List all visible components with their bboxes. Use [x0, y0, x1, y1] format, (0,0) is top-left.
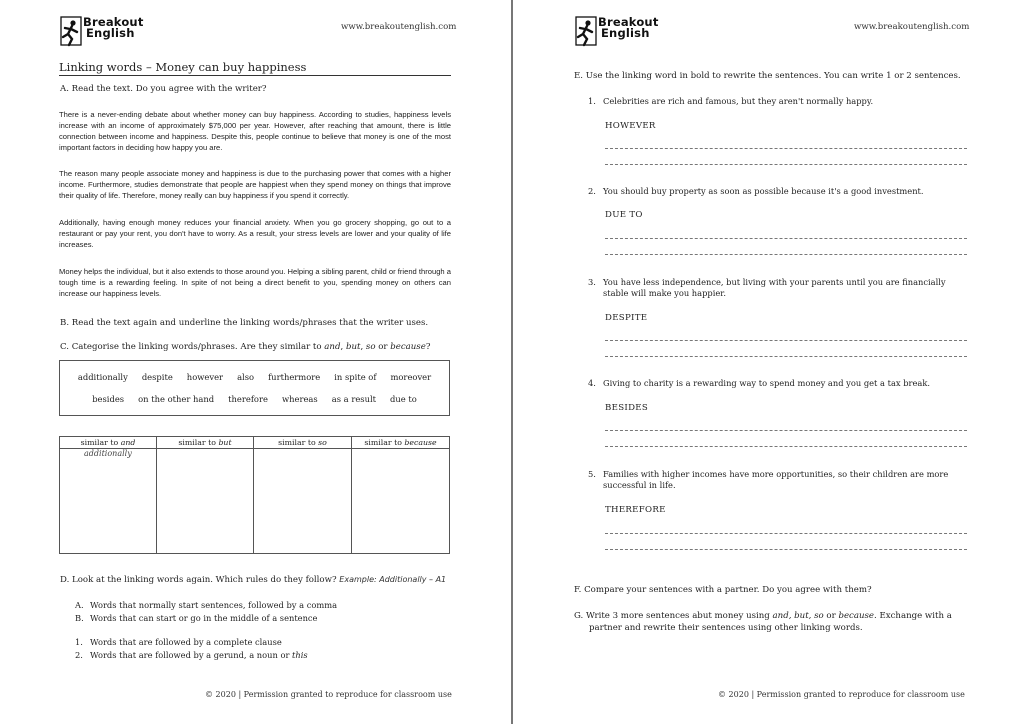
word-chip: whereas: [281, 394, 318, 404]
page-title: Linking words – Money can buy happiness: [59, 60, 307, 74]
header-but: [157, 437, 254, 448]
brand-logo: [60, 15, 144, 47]
word-chip: furthermore: [268, 372, 321, 382]
brand-line1: Breakout: [598, 15, 659, 29]
keyword-besides: BESIDES: [605, 403, 649, 413]
footer: © 2020 | Permission granted to reproduce for classroom use: [205, 690, 452, 699]
rule-label: 2.: [75, 650, 83, 660]
brand-logo: [575, 15, 659, 47]
header-because: [352, 437, 449, 448]
rule-text: Words that can start or go in the middle of a sentence: [90, 613, 318, 623]
answer-line[interactable]: [605, 533, 967, 534]
rule-2: [75, 650, 308, 660]
header-word: so: [318, 438, 327, 447]
section-d: [60, 575, 446, 585]
rule-text: Words that are followed by a complete clause: [90, 637, 282, 647]
section-g-line2: partner and rewrite their sentences using other linking words.: [589, 623, 863, 633]
section-b: B. Read the text again and underline the linking words/phrases that the writer uses.: [60, 318, 429, 328]
paragraph-2: The reason many people associate money and happiness is due to the purchasing power that comes with a higher income. Furthermore, studies demonstrate that people are happiest when they spend money on things that improve their quality of life. Therefore, money really can buy happiness if you spend it correctly.: [59, 169, 451, 200]
question-4: [588, 378, 967, 389]
section-c: [60, 342, 430, 352]
site-url[interactable]: www.breakoutenglish.com: [341, 22, 457, 32]
rule-text: Words that normally start sentences, followed by a comma: [90, 600, 338, 610]
word-chip: on the other hand: [138, 394, 215, 404]
example-entry: additionally: [84, 449, 132, 458]
column-and[interactable]: [60, 449, 157, 554]
keyword-despite: DESPITE: [605, 313, 648, 323]
section-d-example: Example: Additionally – A1: [339, 575, 447, 584]
rule-a: [75, 600, 337, 610]
rule-text-em: this: [292, 650, 308, 660]
word-box-row-1: [60, 372, 449, 382]
keyword-however: HOWEVER: [605, 121, 656, 131]
column-but[interactable]: [157, 449, 254, 554]
question-text: Celebrities are rich and famous, but they aren't normally happy.: [603, 96, 874, 106]
answer-line[interactable]: [605, 549, 967, 550]
word-box-row-2: [60, 394, 449, 404]
question-number: 5.: [588, 469, 596, 479]
question-text: Giving to charity is a rewarding way to spend money and you get a tax break.: [603, 378, 931, 388]
paragraph-1: There is a never-ending debate about whether money can buy happiness. According to studies, happiness levels increase with an income of approximately $75,000 per year. However, after reaching that amount, there is little connection between income and happiness. Despite this, people continue to believe that money is one of the most important factors in deciding how happy you are.: [59, 110, 451, 152]
word-chip: despite: [141, 372, 173, 382]
section-c-sep2: ,: [360, 342, 366, 352]
section-c-end: ?: [425, 342, 431, 352]
header-label: similar to: [364, 438, 405, 447]
rule-label: A.: [75, 600, 84, 610]
column-so[interactable]: [254, 449, 352, 554]
question-1: [588, 96, 967, 107]
word-box: [59, 360, 450, 416]
header-label: similar to: [278, 438, 319, 447]
question-text: You have less independence, but living with your parents until you are financially stable will make you happier.: [603, 277, 946, 298]
brand-line2: English: [86, 26, 135, 40]
keyword-therefore: THEREFORE: [605, 505, 666, 515]
category-table: [59, 436, 450, 554]
section-c-because: because: [390, 342, 426, 352]
header-label: similar to: [80, 438, 121, 447]
question-text: You should buy property as soon as possible because it's a good investment.: [603, 186, 924, 196]
rule-label: 1.: [75, 637, 83, 647]
answer-line[interactable]: [605, 254, 967, 255]
section-c-so: so: [365, 342, 376, 352]
section-f: F. Compare your sentences with a partner. Do you agree with them?: [574, 585, 872, 595]
brand-line2: English: [601, 26, 650, 40]
header-so: [254, 437, 352, 448]
header-word: but: [218, 438, 232, 447]
question-number: 1.: [588, 96, 596, 106]
rule-b: [75, 613, 317, 623]
answer-line[interactable]: [605, 356, 967, 357]
keyword-due-to: DUE TO: [605, 210, 643, 220]
answer-line[interactable]: [605, 340, 967, 341]
section-c-and: and: [324, 342, 341, 352]
section-g-because: because: [838, 611, 875, 621]
right-page: [513, 0, 1024, 724]
rule-label: B.: [75, 613, 84, 623]
answer-line[interactable]: [605, 446, 967, 447]
answer-line[interactable]: [605, 430, 967, 431]
section-g-post: . Exchange with a: [874, 611, 952, 621]
title-rule: [59, 75, 451, 76]
word-chip: additionally: [77, 372, 128, 382]
running-figure-icon: [60, 15, 82, 47]
category-table-body: [60, 449, 449, 554]
section-a: A. Read the text. Do you agree with the writer?: [60, 84, 267, 94]
left-page: [0, 0, 511, 724]
section-g-or: or: [823, 611, 839, 621]
section-c-text: C. Categorise the linking words/phrases. Are they similar to: [60, 342, 325, 352]
question-5: [588, 469, 967, 491]
section-g-words: and, but, so: [772, 611, 824, 621]
section-c-but: but: [345, 342, 361, 352]
answer-line[interactable]: [605, 164, 967, 165]
word-chip: however: [186, 372, 224, 382]
section-d-text: D. Look at the linking words again. Which rules do they follow?: [60, 575, 337, 585]
word-chip: as a result: [331, 394, 377, 404]
section-g-line1: [574, 610, 969, 622]
running-figure-icon: [575, 15, 597, 47]
header-word: because: [404, 438, 437, 447]
question-number: 3.: [588, 277, 596, 287]
word-chip: therefore: [228, 394, 268, 404]
question-text: Families with higher incomes have more opportunities, so their children are more successful in life.: [603, 469, 949, 490]
question-number: 4.: [588, 378, 596, 388]
word-chip: also: [237, 372, 255, 382]
section-e: E. Use the linking word in bold to rewrite the sentences. You can write 1 or 2 sentences.: [574, 71, 961, 81]
section-g: [574, 610, 969, 634]
section-g-text: G. Write 3 more sentences abut money using: [574, 611, 773, 621]
column-because[interactable]: [352, 449, 449, 554]
word-chip: moreover: [390, 372, 432, 382]
word-chip: in spite of: [334, 372, 377, 382]
section-c-or: or: [375, 342, 391, 352]
brand-line1: Breakout: [83, 15, 144, 29]
answer-line[interactable]: [605, 148, 967, 149]
header-label: similar to: [178, 438, 219, 447]
header-word: and: [120, 438, 136, 447]
header-and: [60, 437, 157, 448]
question-3: [588, 277, 967, 299]
question-2: [588, 186, 967, 197]
paragraph-3: Additionally, having enough money reduces your financial anxiety. When you go grocery shopping, go out to a restaurant or pay your rent, you don't have to worry. As a result, your stress levels are lower and your quality of life increases.: [59, 218, 451, 249]
footer: © 2020 | Permission granted to reproduce for classroom use: [718, 690, 965, 699]
site-url[interactable]: www.breakoutenglish.com: [854, 22, 970, 32]
rule-1: [75, 637, 282, 647]
rule-text: Words that are followed by a gerund, a noun or: [90, 650, 293, 660]
word-chip: besides: [92, 394, 125, 404]
question-number: 2.: [588, 186, 596, 196]
answer-line[interactable]: [605, 238, 967, 239]
section-c-sep1: ,: [340, 342, 346, 352]
paragraph-4: Money helps the individual, but it also extends to those around you. Helping a sibling parent, child or friend through a tough time is a rewarding feeling. In spite of not being a direct benefit to you, spending money on others can increase our happiness levels.: [59, 267, 451, 298]
word-chip: due to: [390, 394, 417, 404]
category-table-header: [60, 437, 449, 449]
